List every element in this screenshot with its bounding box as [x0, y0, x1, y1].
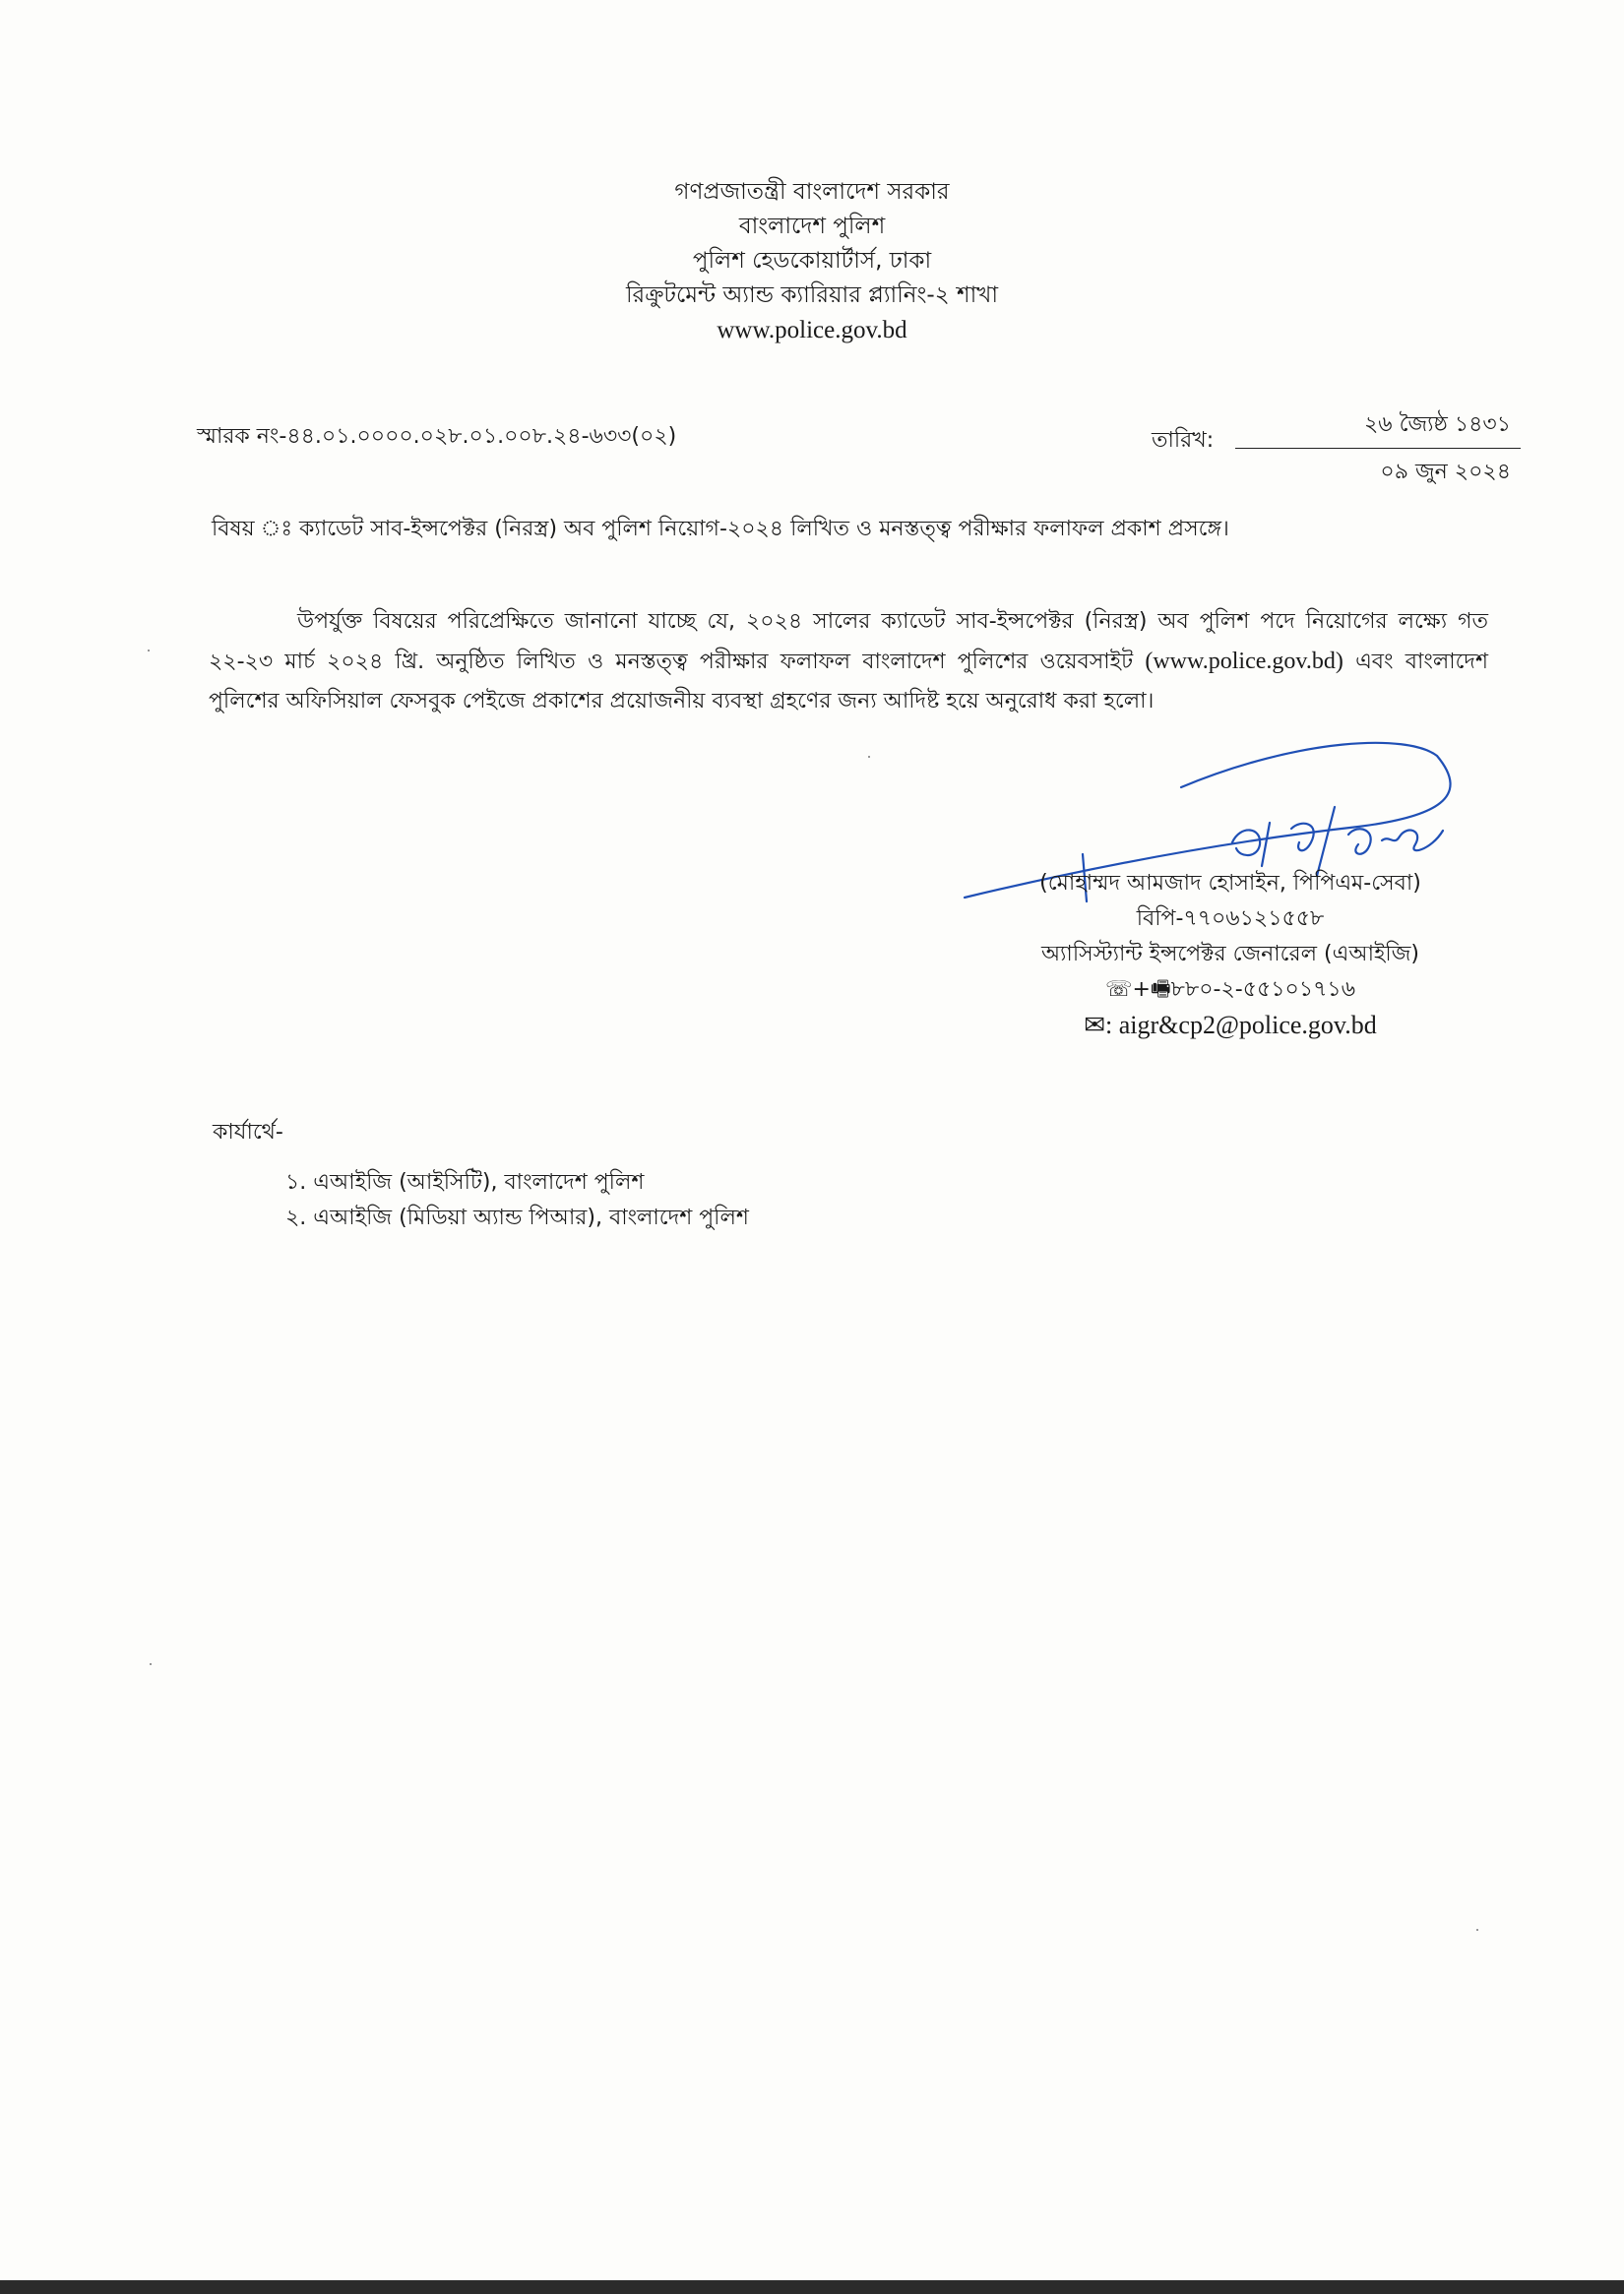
- date-english: ০৯ জুন ২০২৪: [1380, 460, 1511, 484]
- scan-speck: [868, 756, 870, 758]
- scan-speck: [148, 650, 150, 651]
- signatory-designation: অ্যাসিস্ট্যান্ট ইন্সপেক্টর জেনারেল (এআইজি): [1041, 942, 1419, 966]
- date-bangla: ২৬ জ্যৈষ্ঠ ১৪৩১: [1235, 407, 1521, 449]
- signatory-phone: ☏+🖷৮৮০-২-৫৫১০১৭১৬: [1104, 977, 1356, 1002]
- distribution-item: ১. এআইজি (আইসিটি), বাংলাদেশ পুলিশ: [285, 1170, 645, 1195]
- body-paragraph: [209, 602, 1488, 721]
- department-name: বাংলাদেশ পুলিশ: [738, 214, 886, 239]
- body-text-part1: উপর্যুক্ত বিষয়ের পরিপ্রেক্ষিতে জানানো যাচ্ছে যে, ২০২৪ সালের ক্যাডেট সাব-ইন্সপেক্টর (নিরস্ত্র) অব পুলিশ পদে নিয়োগের লক্ষ্যে গত ২২-২৩ মার্চ ২০২৪ খ্রি. অনুষ্ঠিত লিখিত ও মনস্তত্ত্ব পরীক্ষার ফলাফল বাংলাদেশ পুলিশের ওয়েবসাইট: [209, 609, 1488, 674]
- distribution-item: ২. এআইজি (মিডিয়া অ্যান্ড পিআর), বাংলাদেশ পুলিশ: [285, 1206, 749, 1230]
- body-text-part2: এবং বাংলাদেশ পুলিশের অফিসিয়াল ফেসবুক পেইজে প্রকাশের প্রয়োজনীয় ব্যবস্থা গ্রহণের জন্য আদিষ্ট হয়ে অনুরোধ করা হলো।: [209, 650, 1489, 713]
- letterhead: [0, 175, 1624, 347]
- scan-bottom-edge: [0, 2280, 1624, 2294]
- scan-speck: [1476, 1929, 1478, 1931]
- branch-name: রিক্রুটমেন্ট অ্যান্ড ক্যারিয়ার প্ল্যানিং-২ শাখা: [625, 282, 999, 308]
- subject-line: বিষয় ঃ ক্যাডেট সাব-ইন্সপেক্টর (নিরস্ত্র) অব পুলিশ নিয়োগ-২০২৪ লিখিত ও মনস্তত্ত্ব পরীক্ষার ফলাফল প্রকাশ প্রসঙ্গে।: [212, 517, 1229, 541]
- signature-date-text: ০৯/০৬/২০২৪: [965, 733, 1057, 752]
- scan-speck: [150, 1663, 152, 1665]
- website-text: www.police.gov.bd: [717, 317, 907, 343]
- action-label: কার্যার্থে-: [213, 1120, 283, 1145]
- signatory-email: ✉: aigr&cp2@police.gov.bd: [1084, 1011, 1377, 1039]
- memo-number: স্মারক নং-৪৪.০১.০০০০.০২৮.০১.০০৮.২৪-৬৩৩(০২): [197, 424, 677, 449]
- date-label: তারিখ:: [1152, 428, 1215, 453]
- signatory-bp-number: বিপি-৭৭০৬১২১৫৫৮: [1136, 906, 1325, 931]
- government-name: গণপ্রজাতন্ত্রী বাংলাদেশ সরকার: [674, 179, 950, 205]
- body-website: (www.police.gov.bd): [1145, 649, 1343, 674]
- date-block: [1235, 407, 1521, 491]
- signatory-name: (মোহাম্মদ আমজাদ হোসাইন, পিপিএম-সেবা): [1039, 871, 1421, 896]
- office-name: পুলিশ হেডকোয়ার্টার্স, ঢাকা: [692, 248, 932, 274]
- signatory-block: [984, 866, 1476, 1043]
- distribution-list: [285, 1165, 749, 1236]
